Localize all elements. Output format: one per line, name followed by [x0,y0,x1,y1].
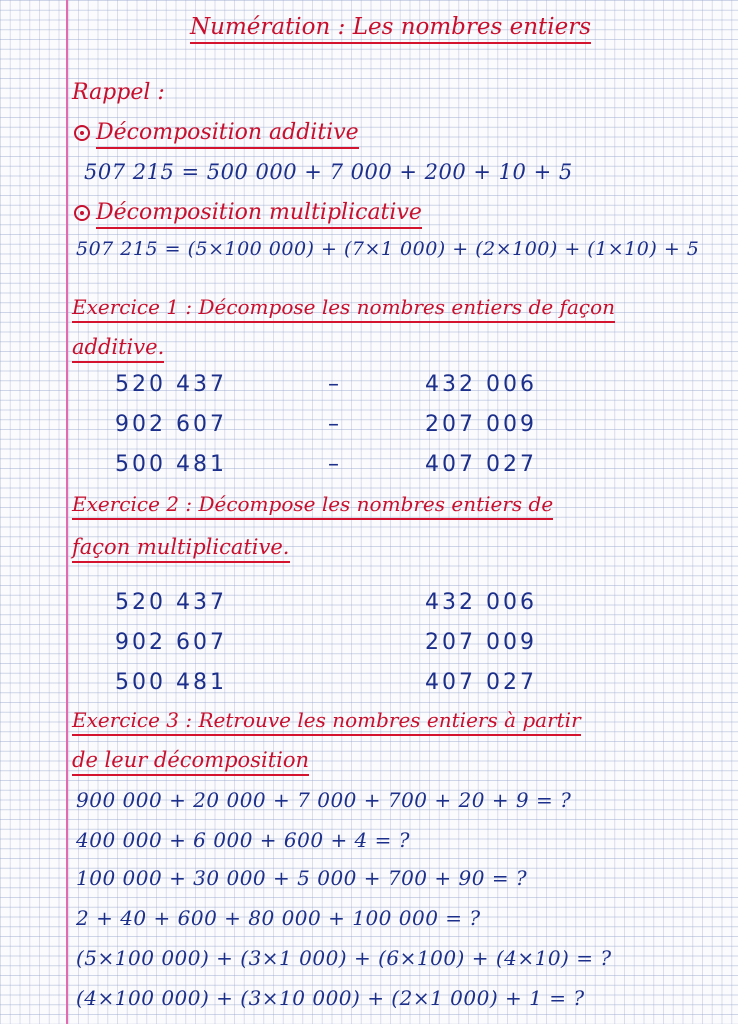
decomposition-item: 2 + 40 + 600 + 80 000 + 100 000 = ? [76,906,481,930]
number-item: 407 027 [425,452,537,477]
decomposition-item: (5×100 000) + (3×1 000) + (6×100) + (4×10) = ? [76,946,612,970]
decomposition-item: 400 000 + 6 000 + 600 + 4 = ? [76,828,410,852]
number-item: 407 027 [425,670,537,695]
additive-heading: Décomposition additive [96,120,359,149]
exercise1-title: Exercice 1 : Décompose les nombres entiers de façon [72,295,615,323]
dash: – [328,452,342,477]
exercise1-title-cont: additive. [72,335,164,363]
number-item: 902 607 [115,630,227,655]
decomposition-item: 100 000 + 30 000 + 5 000 + 700 + 90 = ? [76,866,528,890]
multiplicative-example: 507 215 = (5×100 000) + (7×1 000) + (2×100) + (1×10) + 5 [76,238,700,260]
exercise3-title: Exercice 3 : Retrouve les nombres entiers à partir [72,708,581,736]
number-item: 520 437 [115,590,227,615]
decomposition-item: 900 000 + 20 000 + 7 000 + 700 + 20 + 9 = ? [76,788,572,812]
bullet-icon [74,125,90,141]
page-title: Numération : Les nombres entiers [190,14,591,44]
additive-example: 507 215 = 500 000 + 7 000 + 200 + 10 + 5 [84,160,573,184]
exercise2-title-cont: façon multiplicative. [72,535,290,563]
decomposition-item: (4×100 000) + (3×10 000) + (2×1 000) + 1 = ? [76,986,585,1010]
exercise3-title-cont: de leur décomposition [72,748,309,776]
number-item: 207 009 [425,630,537,655]
rappel-heading: Rappel : [72,80,165,105]
exercise2-title: Exercice 2 : Décompose les nombres entiers de [72,492,553,520]
bullet-icon [74,205,90,221]
number-item: 432 006 [425,372,537,397]
number-item: 500 481 [115,670,227,695]
dash: – [328,412,342,437]
number-item: 902 607 [115,412,227,437]
number-item: 500 481 [115,452,227,477]
dash: – [328,372,342,397]
multiplicative-heading: Décomposition multiplicative [96,200,422,229]
number-item: 520 437 [115,372,227,397]
page-margin-line [66,0,68,1024]
number-item: 432 006 [425,590,537,615]
number-item: 207 009 [425,412,537,437]
multiplicative-heading-row [74,200,422,225]
additive-heading-row [74,120,359,145]
